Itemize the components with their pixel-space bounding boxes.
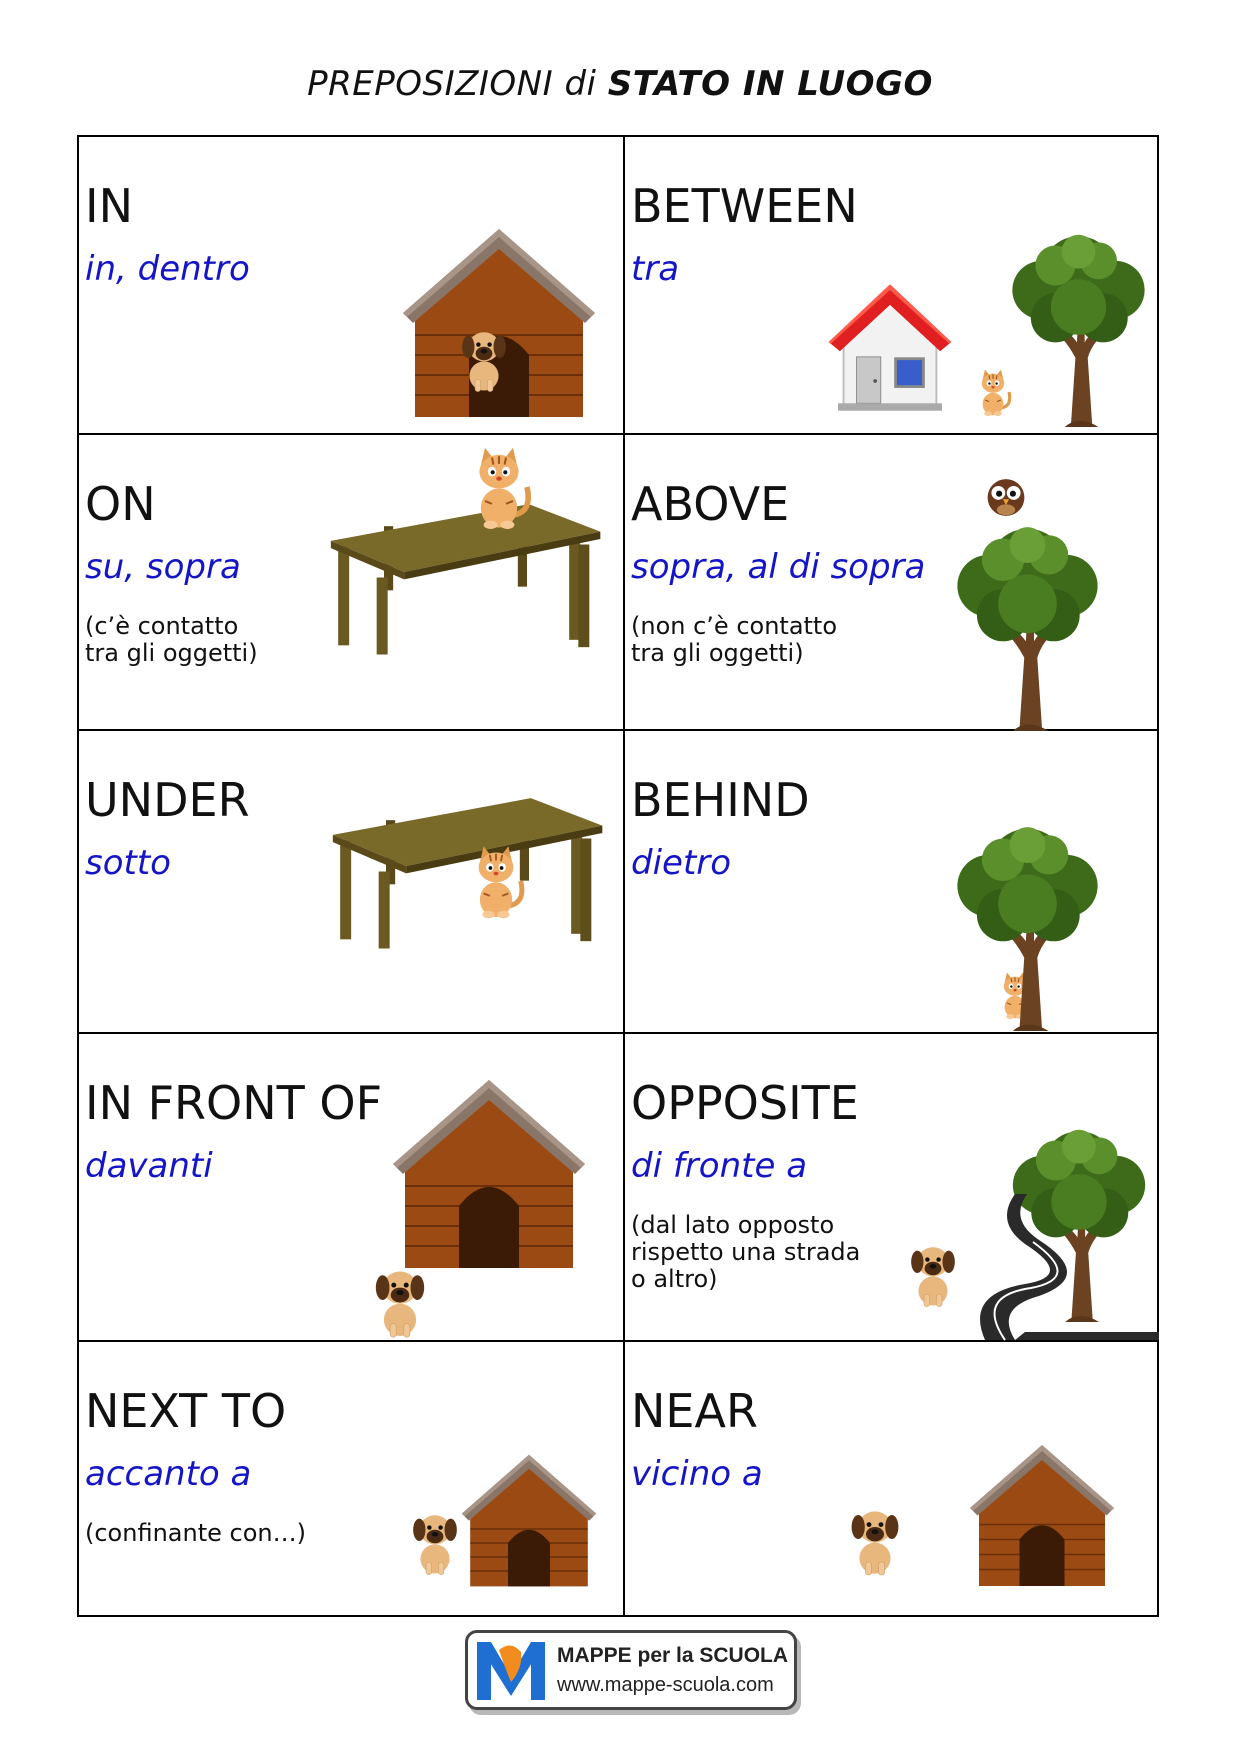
italian-translation: di fronte a — [631, 1146, 808, 1186]
english-preposition: ON — [85, 477, 156, 531]
usage-note: (dal lato opposto rispetto una strada o altro) — [631, 1211, 861, 1293]
italian-translation: davanti — [85, 1146, 213, 1186]
cat-icon — [464, 445, 534, 529]
dog-icon — [407, 1506, 463, 1576]
card-behind — [625, 731, 1159, 1032]
usage-note: (non c’è contatto tra gli oggetti) — [631, 612, 838, 667]
card-in — [79, 137, 623, 433]
tree-icon — [1001, 227, 1156, 427]
card-on — [79, 435, 623, 729]
italian-translation: dietro — [631, 843, 732, 883]
card-between — [625, 137, 1159, 433]
tree-icon — [935, 819, 1120, 1031]
dog-icon — [905, 1238, 961, 1308]
italian-translation: tra — [631, 249, 680, 289]
owl-icon — [983, 473, 1029, 519]
usage-note: (c’è contatto tra gli oggetti) — [85, 612, 258, 667]
english-preposition: UNDER — [85, 773, 250, 827]
english-preposition: BETWEEN — [631, 179, 858, 233]
italian-translation: vicino a — [631, 1454, 763, 1494]
card-next-to — [79, 1342, 623, 1617]
site-logo[interactable] — [465, 1630, 797, 1710]
italian-translation: sopra, al di sopra — [631, 547, 926, 587]
english-preposition: OPPOSITE — [631, 1076, 859, 1130]
card-opposite — [625, 1034, 1159, 1340]
cat-icon — [465, 843, 527, 919]
title-prefix: PREPOSIZIONI di — [307, 64, 608, 104]
italian-translation: accanto a — [85, 1454, 252, 1494]
mappe-logo-icon — [477, 1638, 547, 1702]
page-title — [0, 64, 1240, 104]
tree-icon — [935, 519, 1120, 731]
title-bold: STATO IN LUOGO — [607, 64, 933, 104]
dog-house-icon — [967, 1442, 1117, 1592]
usage-note: (confinante con…) — [85, 1519, 306, 1547]
logo-name: MAPPE per la SCUOLA — [557, 1644, 789, 1667]
english-preposition: NEAR — [631, 1384, 758, 1438]
dog-house-icon — [459, 1452, 599, 1592]
english-preposition: NEXT TO — [85, 1384, 287, 1438]
english-preposition: ABOVE — [631, 477, 790, 531]
logo-url: www.mappe-scuola.com — [557, 1674, 774, 1696]
card-near — [625, 1342, 1159, 1617]
house-icon — [825, 267, 955, 417]
english-preposition: BEHIND — [631, 773, 810, 827]
italian-translation: su, sopra — [85, 547, 241, 587]
card-in-front-of — [79, 1034, 623, 1340]
dog-icon — [456, 323, 512, 393]
english-preposition: IN — [85, 179, 133, 233]
italian-translation: in, dentro — [85, 249, 250, 289]
english-preposition: IN FRONT OF — [85, 1076, 383, 1130]
dog-house-icon — [389, 1076, 589, 1276]
dog-icon — [845, 1502, 905, 1576]
prepositions-grid — [77, 135, 1159, 1617]
card-under — [79, 731, 623, 1032]
italian-translation: sotto — [85, 843, 171, 883]
card-above — [625, 435, 1159, 729]
dog-icon — [369, 1262, 431, 1338]
